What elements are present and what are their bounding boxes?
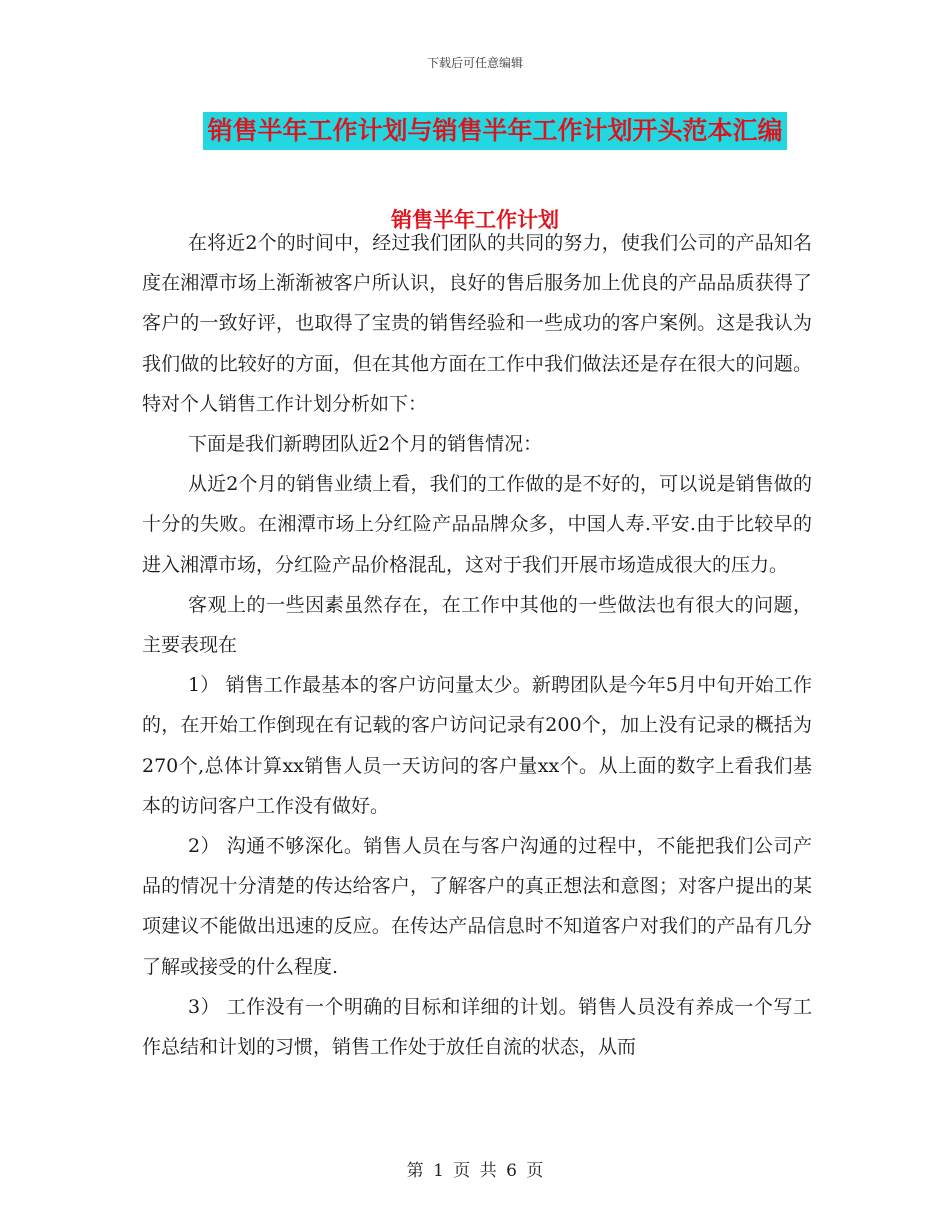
section-title: 销售半年工作计划 bbox=[391, 208, 559, 232]
paragraph: 在将近2个的时间中，经过我们团队的共同的努力，使我们公司的产品知名度在湘潭市场上渐渐被客户所认识，良好的售后服务加上优良的产品品质获得了客户的一致好评，也取得了宝贵的销售经验和一些成功的客户案例。这是我认为我们做的比较好的方面，但在其他方面在工作中我们做法还是存在很大的问题。特对个人销售工作计划分析如下： bbox=[142, 232, 812, 415]
paragraph: 1） 销售工作最基本的客户访问量太少。新聘团队是今年5月中旬开始工作的，在开始工作倒现在有记载的客户访问记录有200个，加上没有记录的概括为270个,总体计算xx销售人员一天访问的客户量xx个。从上面的数字上看我们基本的访问客户工作没有做好。 bbox=[142, 674, 812, 817]
paragraph: 从近2个月的销售业绩上看，我们的工作做的是不好的，可以说是销售做的十分的失败。在湘潭市场上分红险产品品牌众多，中国人寿.平安.由于比较早的进入湘潭市场，分红险产品价格混乱，这对于我们开展市场造成很大的压力。 bbox=[142, 473, 812, 576]
page-footer-pagination: 第 1 页 共 6 页 bbox=[406, 1161, 544, 1181]
document-body bbox=[142, 223, 812, 1067]
page-header-note: 下载后可任意编辑 bbox=[426, 56, 523, 70]
paragraph: 3） 工作没有一个明确的目标和详细的计划。销售人员没有养成一个写工作总结和计划的习惯，销售工作处于放任自流的状态，从而 bbox=[142, 995, 812, 1059]
document-title-container bbox=[0, 112, 950, 150]
paragraph: 客观上的一些因素虽然存在，在工作中其他的一些做法也有很大的问题，主要表现在 bbox=[142, 593, 812, 657]
paragraph: 2） 沟通不够深化。销售人员在与客户沟通的过程中，不能把我们公司产品的情况十分清楚的传达给客户，了解客户的真正想法和意图；对客户提出的某项建议不能做出迅速的反应。在传达产品信息时不知道客户对我们的产品有几分了解或接受的什么程度. bbox=[142, 835, 812, 978]
document-title: 销售半年工作计划与销售半年工作计划开头范本汇编 bbox=[203, 112, 786, 150]
paragraph: 下面是我们新聘团队近2个月的销售情况： bbox=[188, 433, 543, 456]
